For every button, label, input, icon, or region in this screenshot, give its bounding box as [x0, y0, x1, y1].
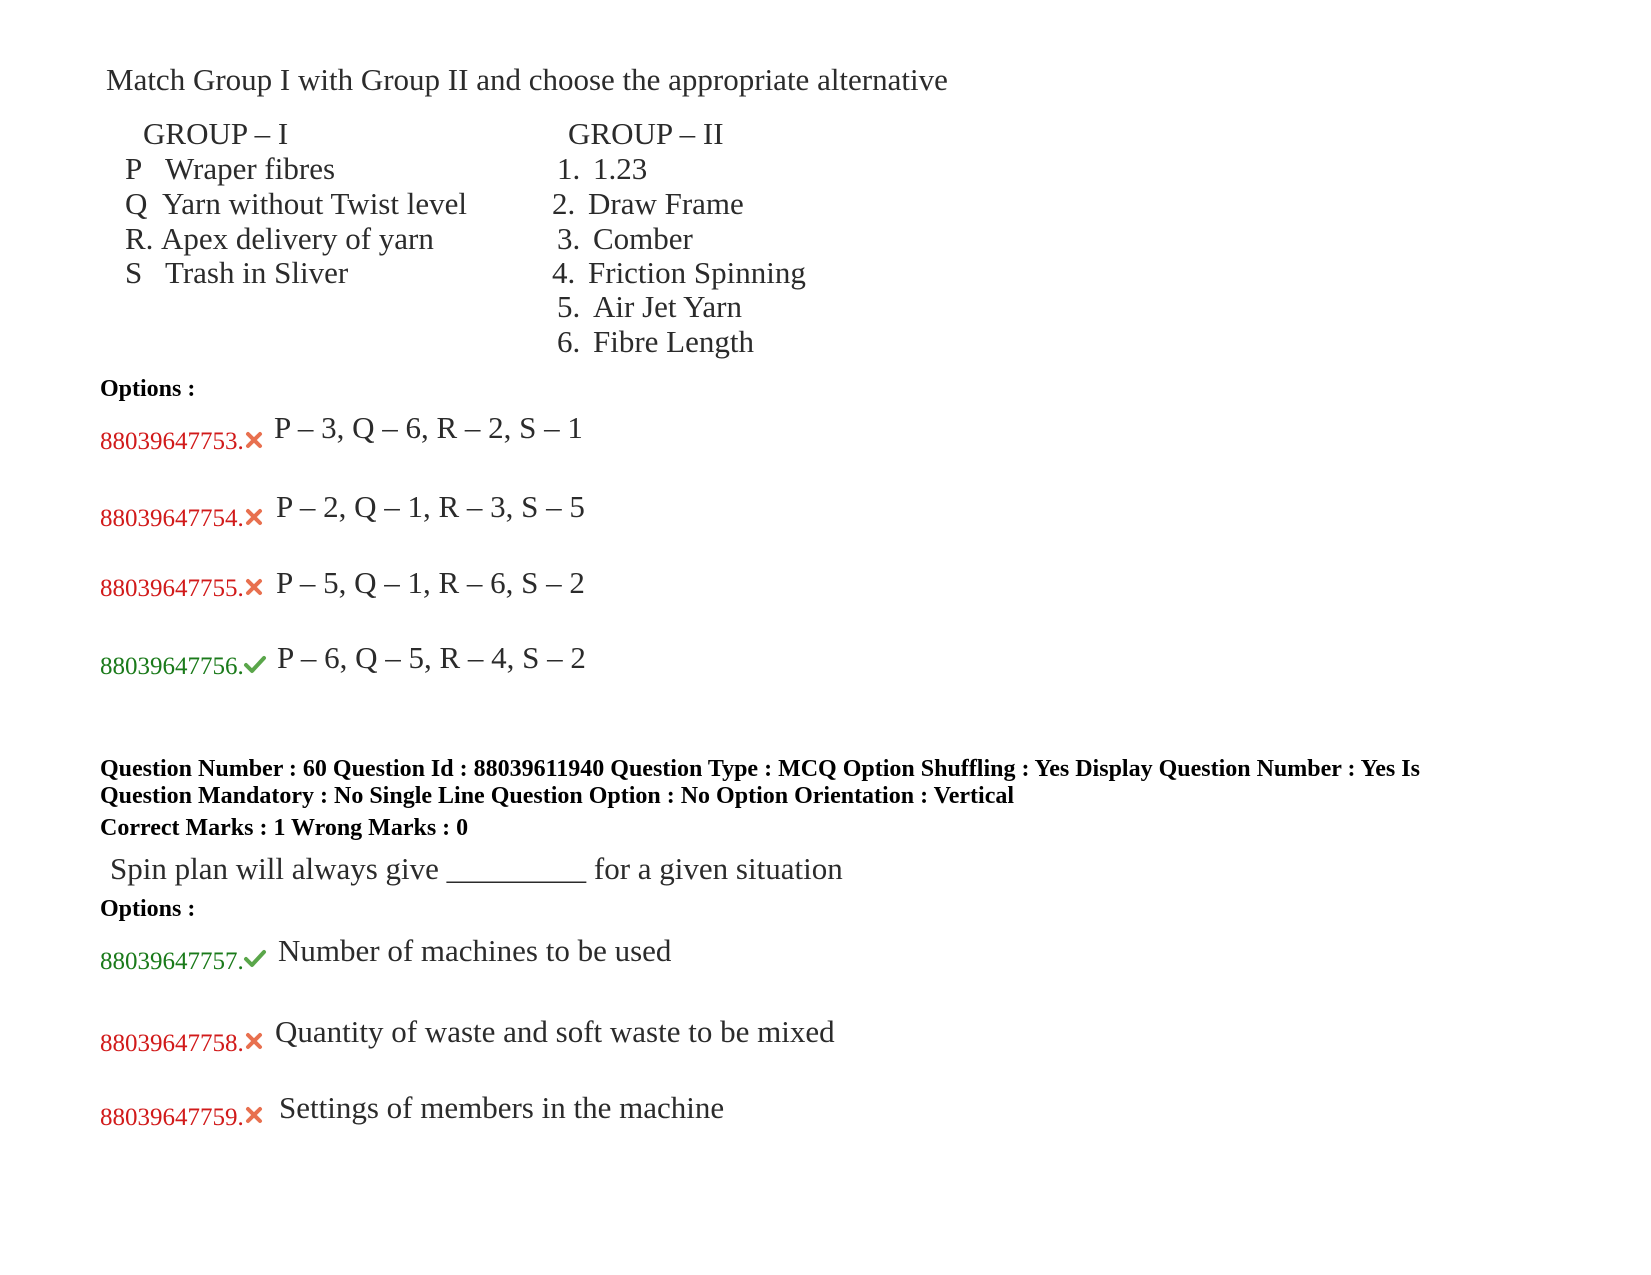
options-label: Options : [100, 896, 196, 922]
check-icon [243, 948, 267, 968]
group2-text: 1.23 [593, 151, 648, 186]
question-text: Spin plan will always give _________ for a given situation [110, 851, 843, 886]
cross-icon [244, 577, 264, 597]
cross-icon [244, 507, 264, 527]
group1-key: P [125, 151, 143, 186]
group2-key: 2. [552, 186, 576, 221]
option-text[interactable]: Number of machines to be used [278, 933, 672, 968]
group2-item [557, 221, 693, 257]
group2-key: 4. [552, 255, 576, 290]
option-id: 88039647756. [100, 653, 244, 680]
option-id: 88039647753. [100, 428, 244, 455]
question-instruction: Match Group I with Group II and choose the appropriate alternative [106, 62, 948, 97]
group2-item [552, 186, 744, 222]
option-id: 88039647754. [100, 505, 244, 532]
option-id: 88039647757. [100, 948, 244, 975]
cross-icon [244, 1105, 264, 1125]
question-marks: Correct Marks : 1 Wrong Marks : 0 [100, 815, 469, 841]
option-text[interactable]: P – 2, Q – 1, R – 3, S – 5 [276, 489, 585, 524]
group1-text: Trash in Sliver [165, 255, 349, 290]
group2-header: GROUP – II [568, 116, 724, 151]
group1-header: GROUP – I [143, 116, 289, 151]
group2-key: 6. [557, 324, 581, 359]
option-text[interactable]: P – 5, Q – 1, R – 6, S – 2 [276, 565, 585, 600]
cross-icon [244, 430, 264, 450]
group1-item [125, 255, 348, 291]
group2-text: Comber [593, 221, 693, 256]
group2-item [557, 289, 742, 325]
group1-key: Q [125, 186, 148, 221]
question-meta-line1: Question Number : 60 Question Id : 88039611940 Question Type : MCQ Option Shuffling : Yes Display Question Number : Yes Is [100, 756, 1420, 782]
group2-key: 5. [557, 289, 581, 324]
option-text[interactable]: Quantity of waste and soft waste to be mixed [275, 1014, 835, 1049]
group1-text: Yarn without Twist level [162, 186, 467, 221]
option-id: 88039647758. [100, 1030, 244, 1057]
group1-item [125, 186, 467, 222]
check-icon [243, 654, 267, 674]
cross-icon [244, 1031, 264, 1051]
group1-text: Apex delivery of yarn [161, 221, 434, 256]
group2-item [557, 324, 754, 360]
group2-item [557, 151, 647, 187]
option-text[interactable]: P – 6, Q – 5, R – 4, S – 2 [277, 640, 586, 675]
option-text[interactable]: Settings of members in the machine [279, 1090, 725, 1125]
group1-key: R. [125, 221, 154, 256]
options-label: Options : [100, 376, 196, 402]
question-meta-line2: Question Mandatory : No Single Line Question Option : No Option Orientation : Vertical [100, 783, 1015, 809]
option-id: 88039647755. [100, 575, 244, 602]
group1-key: S [125, 255, 143, 290]
group2-text: Friction Spinning [588, 255, 806, 290]
group1-item [125, 221, 434, 257]
group2-text: Air Jet Yarn [593, 289, 742, 324]
group2-key: 3. [557, 221, 581, 256]
option-text[interactable]: P – 3, Q – 6, R – 2, S – 1 [274, 410, 583, 445]
group2-text: Fibre Length [593, 324, 754, 359]
option-id: 88039647759. [100, 1104, 244, 1131]
group2-key: 1. [557, 151, 581, 186]
group2-text: Draw Frame [588, 186, 744, 221]
group1-text: Wraper fibres [165, 151, 336, 186]
group2-item [552, 255, 806, 291]
group1-item [125, 151, 335, 187]
